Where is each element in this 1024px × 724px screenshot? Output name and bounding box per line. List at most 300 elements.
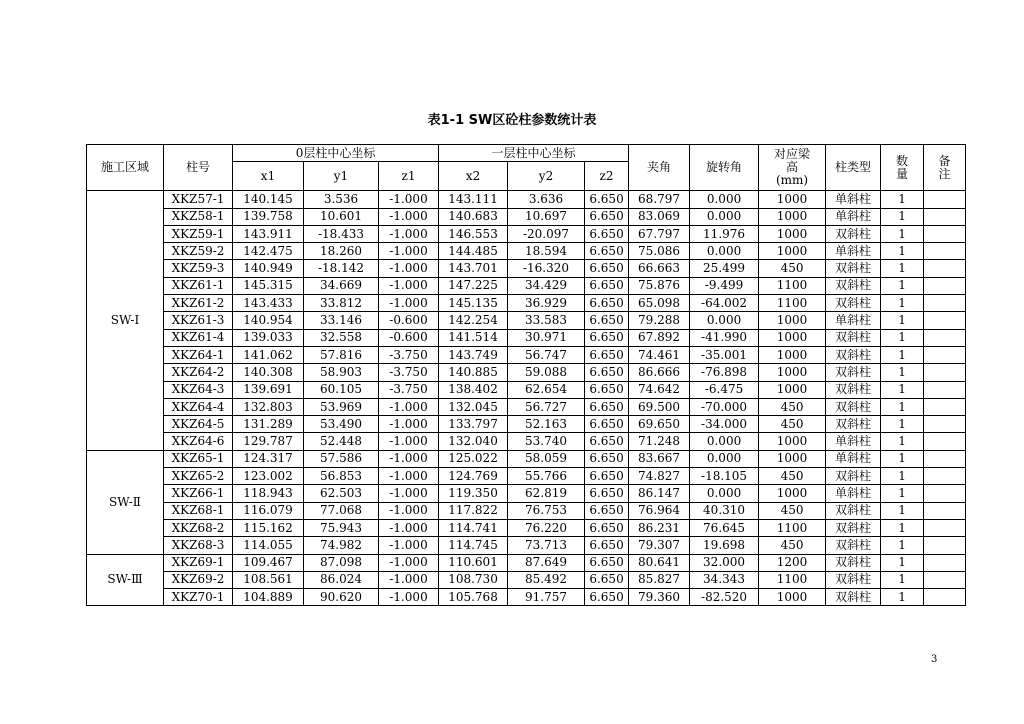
column-type-cell: 双斜柱 [826, 571, 881, 588]
table-row [87, 191, 966, 208]
column-id-cell: XKZ70-1 [164, 589, 233, 606]
y2-cell: 62.819 [508, 485, 585, 502]
remarks-cell [924, 346, 966, 363]
x1-cell: 139.758 [233, 208, 304, 225]
table-row [87, 243, 966, 260]
column-type-cell: 双斜柱 [826, 554, 881, 571]
x1-cell: 139.033 [233, 329, 304, 346]
header-z2: z2 [585, 162, 629, 191]
remarks-cell [924, 208, 966, 225]
rotation-cell: -35.001 [690, 346, 759, 363]
table-row [87, 519, 966, 536]
z2-cell: 6.650 [585, 329, 629, 346]
z2-cell: 6.650 [585, 191, 629, 208]
beam-height-cell: 1000 [759, 381, 826, 398]
column-type-cell: 双斜柱 [826, 519, 881, 536]
column-type-cell: 单斜柱 [826, 433, 881, 450]
z2-cell: 6.650 [585, 571, 629, 588]
y1-cell: 3.536 [304, 191, 379, 208]
angle-cell: 74.642 [629, 381, 690, 398]
rotation-cell: -6.475 [690, 381, 759, 398]
rotation-cell: -64.002 [690, 295, 759, 312]
y1-cell: 33.146 [304, 312, 379, 329]
region-cell: SW-Ⅲ [87, 554, 164, 606]
header-rotation: 旋转角 [690, 145, 759, 191]
y2-cell: 30.971 [508, 329, 585, 346]
y1-cell: 56.853 [304, 468, 379, 485]
z2-cell: 6.650 [585, 312, 629, 329]
rotation-cell: 0.000 [690, 191, 759, 208]
x2-cell: 117.822 [439, 502, 508, 519]
rotation-cell: -41.990 [690, 329, 759, 346]
remarks-cell [924, 519, 966, 536]
angle-cell: 79.360 [629, 589, 690, 606]
column-id-cell: XKZ64-3 [164, 381, 233, 398]
angle-cell: 76.964 [629, 502, 690, 519]
table-row [87, 277, 966, 294]
quantity-cell: 1 [881, 260, 924, 277]
angle-cell: 80.641 [629, 554, 690, 571]
x1-cell: 145.315 [233, 277, 304, 294]
quantity-cell: 1 [881, 277, 924, 294]
table-row [87, 468, 966, 485]
y1-cell: 34.669 [304, 277, 379, 294]
header-beam-height-line3: (mm) [775, 173, 809, 188]
column-type-cell: 双斜柱 [826, 295, 881, 312]
z1-cell: -1.000 [379, 519, 439, 536]
column-type-cell: 双斜柱 [826, 589, 881, 606]
x2-cell: 132.045 [439, 398, 508, 415]
header-x1: x1 [233, 162, 304, 191]
y1-cell: 57.586 [304, 450, 379, 467]
x2-cell: 125.022 [439, 450, 508, 467]
angle-cell: 83.069 [629, 208, 690, 225]
column-id-cell: XKZ65-2 [164, 468, 233, 485]
column-id-cell: XKZ61-2 [164, 295, 233, 312]
column-type-cell: 双斜柱 [826, 537, 881, 554]
angle-cell: 75.086 [629, 243, 690, 260]
remarks-cell [924, 485, 966, 502]
header-region: 施工区域 [87, 145, 164, 191]
y2-cell: 18.594 [508, 243, 585, 260]
remarks-cell [924, 554, 966, 571]
x1-cell: 140.954 [233, 312, 304, 329]
x1-cell: 129.787 [233, 433, 304, 450]
x1-cell: 141.062 [233, 346, 304, 363]
y2-cell: 52.163 [508, 416, 585, 433]
x2-cell: 114.745 [439, 537, 508, 554]
rotation-cell: 0.000 [690, 433, 759, 450]
z2-cell: 6.650 [585, 433, 629, 450]
z2-cell: 6.650 [585, 364, 629, 381]
x2-cell: 119.350 [439, 485, 508, 502]
column-parameter-table [86, 144, 966, 606]
y1-cell: 33.812 [304, 295, 379, 312]
beam-height-cell: 450 [759, 260, 826, 277]
x2-cell: 143.701 [439, 260, 508, 277]
beam-height-cell: 1000 [759, 364, 826, 381]
x2-cell: 132.040 [439, 433, 508, 450]
z1-cell: -1.000 [379, 295, 439, 312]
y2-cell: 58.059 [508, 450, 585, 467]
rotation-cell: -76.898 [690, 364, 759, 381]
rotation-cell: 0.000 [690, 243, 759, 260]
quantity-cell: 1 [881, 519, 924, 536]
z2-cell: 6.650 [585, 502, 629, 519]
remarks-cell [924, 243, 966, 260]
remarks-cell [924, 277, 966, 294]
angle-cell: 86.231 [629, 519, 690, 536]
x1-cell: 118.943 [233, 485, 304, 502]
beam-height-cell: 450 [759, 416, 826, 433]
z2-cell: 6.650 [585, 416, 629, 433]
header-row-1 [87, 145, 966, 162]
z2-cell: 6.650 [585, 243, 629, 260]
z1-cell: -0.600 [379, 312, 439, 329]
column-id-cell: XKZ58-1 [164, 208, 233, 225]
remarks-cell [924, 329, 966, 346]
column-id-cell: XKZ68-2 [164, 519, 233, 536]
x1-cell: 123.002 [233, 468, 304, 485]
quantity-cell: 1 [881, 433, 924, 450]
x1-cell: 116.079 [233, 502, 304, 519]
remarks-cell [924, 260, 966, 277]
angle-cell: 83.667 [629, 450, 690, 467]
z1-cell: -1.000 [379, 243, 439, 260]
column-id-cell: XKZ64-5 [164, 416, 233, 433]
rotation-cell: 32.000 [690, 554, 759, 571]
x1-cell: 114.055 [233, 537, 304, 554]
x1-cell: 124.317 [233, 450, 304, 467]
header-column-id: 柱号 [164, 145, 233, 191]
y2-cell: 73.713 [508, 537, 585, 554]
header-remarks [924, 145, 966, 191]
header-quantity [881, 145, 924, 191]
x2-cell: 145.135 [439, 295, 508, 312]
x2-cell: 142.254 [439, 312, 508, 329]
rotation-cell: -34.000 [690, 416, 759, 433]
quantity-cell: 1 [881, 468, 924, 485]
column-type-cell: 单斜柱 [826, 208, 881, 225]
remarks-cell [924, 312, 966, 329]
remarks-cell [924, 571, 966, 588]
y1-cell: 74.982 [304, 537, 379, 554]
rotation-cell: -9.499 [690, 277, 759, 294]
quantity-cell: 1 [881, 295, 924, 312]
z1-cell: -1.000 [379, 554, 439, 571]
quantity-cell: 1 [881, 450, 924, 467]
column-type-cell: 双斜柱 [826, 260, 881, 277]
x2-cell: 140.885 [439, 364, 508, 381]
remarks-cell [924, 191, 966, 208]
quantity-cell: 1 [881, 329, 924, 346]
header-floor0-center: 0层柱中心坐标 [233, 145, 439, 162]
column-id-cell: XKZ59-1 [164, 225, 233, 242]
beam-height-cell: 1000 [759, 208, 826, 225]
column-id-cell: XKZ65-1 [164, 450, 233, 467]
quantity-cell: 1 [881, 537, 924, 554]
table-row [87, 502, 966, 519]
angle-cell: 86.666 [629, 364, 690, 381]
quantity-cell: 1 [881, 589, 924, 606]
table-row [87, 208, 966, 225]
x2-cell: 110.601 [439, 554, 508, 571]
z2-cell: 6.650 [585, 537, 629, 554]
y2-cell: 76.753 [508, 502, 585, 519]
beam-height-cell: 450 [759, 537, 826, 554]
region-cell: SW-Ⅰ [87, 191, 164, 450]
column-type-cell: 双斜柱 [826, 468, 881, 485]
column-type-cell: 双斜柱 [826, 364, 881, 381]
beam-height-cell: 450 [759, 502, 826, 519]
column-id-cell: XKZ64-6 [164, 433, 233, 450]
y1-cell: 32.558 [304, 329, 379, 346]
z1-cell: -1.000 [379, 416, 439, 433]
y1-cell: 58.903 [304, 364, 379, 381]
beam-height-cell: 450 [759, 398, 826, 415]
rotation-cell: 25.499 [690, 260, 759, 277]
table-row [87, 589, 966, 606]
column-id-cell: XKZ69-2 [164, 571, 233, 588]
quantity-cell: 1 [881, 208, 924, 225]
remarks-cell [924, 589, 966, 606]
x1-cell: 140.949 [233, 260, 304, 277]
z1-cell: -1.000 [379, 208, 439, 225]
quantity-cell: 1 [881, 416, 924, 433]
z2-cell: 6.650 [585, 450, 629, 467]
angle-cell: 67.892 [629, 329, 690, 346]
y1-cell: 75.943 [304, 519, 379, 536]
x1-cell: 132.803 [233, 398, 304, 415]
column-type-cell: 单斜柱 [826, 450, 881, 467]
x2-cell: 124.769 [439, 468, 508, 485]
x1-cell: 142.475 [233, 243, 304, 260]
y2-cell: 56.747 [508, 346, 585, 363]
rotation-cell: 40.310 [690, 502, 759, 519]
x2-cell: 147.225 [439, 277, 508, 294]
angle-cell: 86.147 [629, 485, 690, 502]
y1-cell: 86.024 [304, 571, 379, 588]
z1-cell: -1.000 [379, 260, 439, 277]
z1-cell: -1.000 [379, 225, 439, 242]
y2-cell: 3.636 [508, 191, 585, 208]
column-type-cell: 双斜柱 [826, 416, 881, 433]
z2-cell: 6.650 [585, 260, 629, 277]
column-id-cell: XKZ64-4 [164, 398, 233, 415]
quantity-cell: 1 [881, 398, 924, 415]
angle-cell: 69.500 [629, 398, 690, 415]
x1-cell: 143.433 [233, 295, 304, 312]
z2-cell: 6.650 [585, 346, 629, 363]
y1-cell: 18.260 [304, 243, 379, 260]
rotation-cell: 0.000 [690, 485, 759, 502]
table-row [87, 554, 966, 571]
rotation-cell: -82.520 [690, 589, 759, 606]
header-quantity-line1: 数 [896, 153, 909, 168]
y2-cell: -20.097 [508, 225, 585, 242]
table-row [87, 346, 966, 363]
x2-cell: 140.683 [439, 208, 508, 225]
x2-cell: 143.749 [439, 346, 508, 363]
x1-cell: 143.911 [233, 225, 304, 242]
z2-cell: 6.650 [585, 225, 629, 242]
quantity-cell: 1 [881, 554, 924, 571]
angle-cell: 65.098 [629, 295, 690, 312]
angle-cell: 66.663 [629, 260, 690, 277]
table-row [87, 225, 966, 242]
z1-cell: -1.000 [379, 468, 439, 485]
remarks-cell [924, 416, 966, 433]
x2-cell: 138.402 [439, 381, 508, 398]
rotation-cell: 19.698 [690, 537, 759, 554]
rotation-cell: 0.000 [690, 208, 759, 225]
z1-cell: -3.750 [379, 346, 439, 363]
table-body [87, 191, 966, 606]
remarks-cell [924, 450, 966, 467]
y2-cell: 34.429 [508, 277, 585, 294]
column-id-cell: XKZ68-1 [164, 502, 233, 519]
z2-cell: 6.650 [585, 589, 629, 606]
x1-cell: 108.561 [233, 571, 304, 588]
column-id-cell: XKZ59-2 [164, 243, 233, 260]
z2-cell: 6.650 [585, 398, 629, 415]
rotation-cell: 76.645 [690, 519, 759, 536]
angle-cell: 79.288 [629, 312, 690, 329]
quantity-cell: 1 [881, 243, 924, 260]
quantity-cell: 1 [881, 191, 924, 208]
z2-cell: 6.650 [585, 277, 629, 294]
header-beam-height [759, 145, 826, 191]
y1-cell: 53.969 [304, 398, 379, 415]
header-remarks-line1: 备 [938, 153, 951, 168]
beam-height-cell: 1000 [759, 450, 826, 467]
quantity-cell: 1 [881, 364, 924, 381]
y2-cell: 76.220 [508, 519, 585, 536]
z2-cell: 6.650 [585, 554, 629, 571]
table-title: 表1-1 SW区砼柱参数统计表 [427, 113, 597, 128]
beam-height-cell: 1000 [759, 329, 826, 346]
z1-cell: -3.750 [379, 381, 439, 398]
table-row [87, 433, 966, 450]
z1-cell: -1.000 [379, 191, 439, 208]
quantity-cell: 1 [881, 485, 924, 502]
z2-cell: 6.650 [585, 468, 629, 485]
column-id-cell: XKZ61-4 [164, 329, 233, 346]
column-id-cell: XKZ57-1 [164, 191, 233, 208]
z1-cell: -1.000 [379, 433, 439, 450]
z1-cell: -3.750 [379, 364, 439, 381]
column-type-cell: 双斜柱 [826, 277, 881, 294]
beam-height-cell: 1000 [759, 433, 826, 450]
y2-cell: 53.740 [508, 433, 585, 450]
column-type-cell: 双斜柱 [826, 225, 881, 242]
beam-height-cell: 1000 [759, 346, 826, 363]
remarks-cell [924, 295, 966, 312]
y1-cell: 90.620 [304, 589, 379, 606]
x2-cell: 105.768 [439, 589, 508, 606]
x2-cell: 146.553 [439, 225, 508, 242]
z1-cell: -1.000 [379, 502, 439, 519]
header-z1: z1 [379, 162, 439, 191]
x1-cell: 115.162 [233, 519, 304, 536]
y2-cell: 36.929 [508, 295, 585, 312]
z1-cell: -1.000 [379, 450, 439, 467]
angle-cell: 74.461 [629, 346, 690, 363]
column-type-cell: 单斜柱 [826, 243, 881, 260]
rotation-cell: -18.105 [690, 468, 759, 485]
y2-cell: 62.654 [508, 381, 585, 398]
angle-cell: 68.797 [629, 191, 690, 208]
page-number: 3 [931, 654, 938, 665]
table-row [87, 260, 966, 277]
rotation-cell: 11.976 [690, 225, 759, 242]
beam-height-cell: 1000 [759, 225, 826, 242]
column-id-cell: XKZ61-1 [164, 277, 233, 294]
x1-cell: 109.467 [233, 554, 304, 571]
column-id-cell: XKZ69-1 [164, 554, 233, 571]
angle-cell: 75.876 [629, 277, 690, 294]
y2-cell: 55.766 [508, 468, 585, 485]
x2-cell: 141.514 [439, 329, 508, 346]
y1-cell: 60.105 [304, 381, 379, 398]
x1-cell: 104.889 [233, 589, 304, 606]
x2-cell: 108.730 [439, 571, 508, 588]
rotation-cell: -70.000 [690, 398, 759, 415]
y2-cell: 33.583 [508, 312, 585, 329]
table-row [87, 485, 966, 502]
y2-cell: -16.320 [508, 260, 585, 277]
column-id-cell: XKZ64-2 [164, 364, 233, 381]
y1-cell: 62.503 [304, 485, 379, 502]
x2-cell: 144.485 [439, 243, 508, 260]
table-row [87, 398, 966, 415]
table-row [87, 416, 966, 433]
column-id-cell: XKZ61-3 [164, 312, 233, 329]
column-type-cell: 单斜柱 [826, 312, 881, 329]
z2-cell: 6.650 [585, 208, 629, 225]
column-type-cell: 双斜柱 [826, 502, 881, 519]
remarks-cell [924, 537, 966, 554]
header-y2: y2 [508, 162, 585, 191]
quantity-cell: 1 [881, 571, 924, 588]
table-row [87, 450, 966, 467]
x1-cell: 140.145 [233, 191, 304, 208]
quantity-cell: 1 [881, 381, 924, 398]
z1-cell: -1.000 [379, 485, 439, 502]
y1-cell: -18.142 [304, 260, 379, 277]
column-type-cell: 双斜柱 [826, 381, 881, 398]
table-row [87, 537, 966, 554]
header-column-type: 柱类型 [826, 145, 881, 191]
header-x2: x2 [439, 162, 508, 191]
z2-cell: 6.650 [585, 295, 629, 312]
remarks-cell [924, 225, 966, 242]
y1-cell: 57.816 [304, 346, 379, 363]
region-cell: SW-Ⅱ [87, 450, 164, 554]
angle-cell: 74.827 [629, 468, 690, 485]
header-angle: 夹角 [629, 145, 690, 191]
quantity-cell: 1 [881, 502, 924, 519]
angle-cell: 79.307 [629, 537, 690, 554]
rotation-cell: 0.000 [690, 312, 759, 329]
table-row [87, 329, 966, 346]
z1-cell: -1.000 [379, 277, 439, 294]
beam-height-cell: 1100 [759, 277, 826, 294]
column-type-cell: 单斜柱 [826, 485, 881, 502]
quantity-cell: 1 [881, 312, 924, 329]
z1-cell: -0.600 [379, 329, 439, 346]
z1-cell: -1.000 [379, 571, 439, 588]
